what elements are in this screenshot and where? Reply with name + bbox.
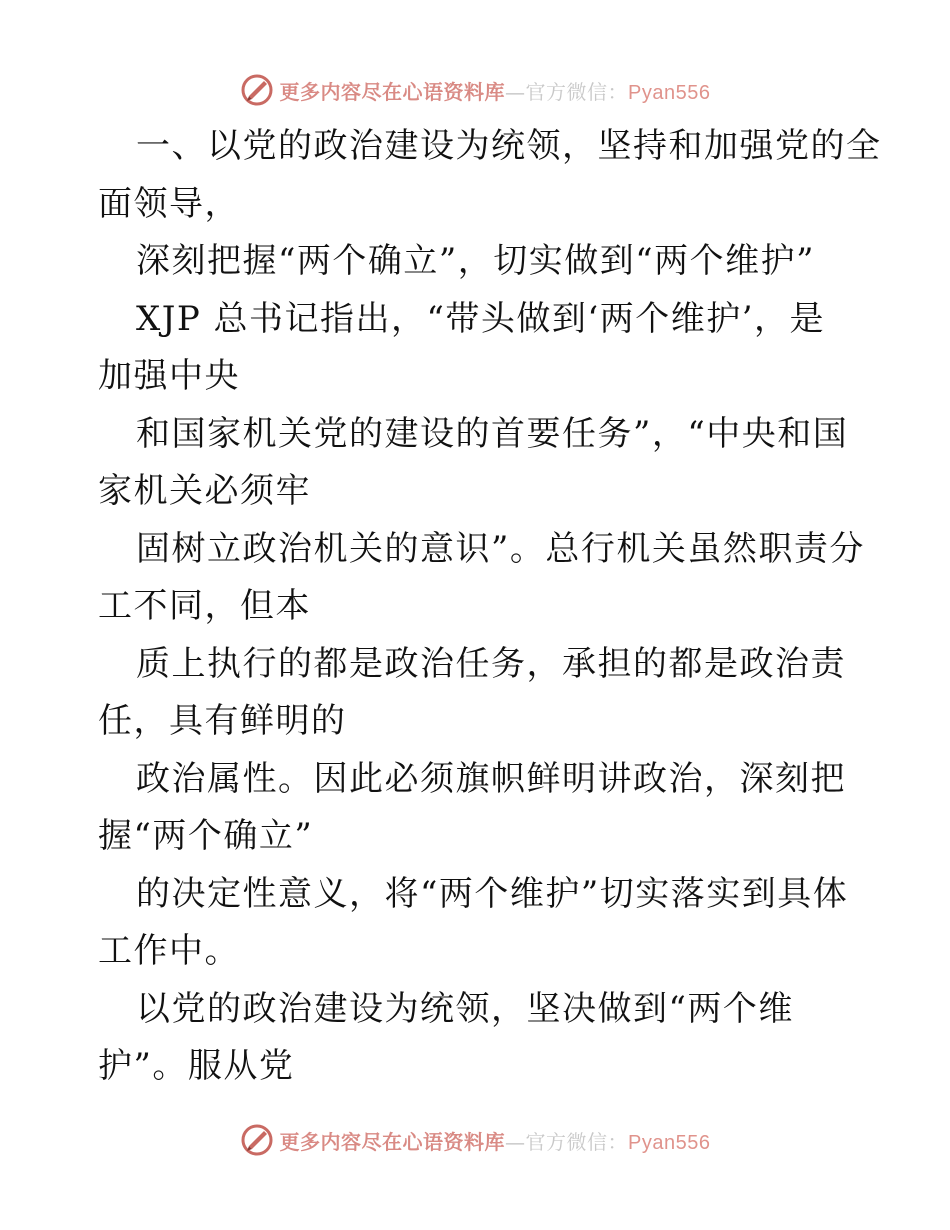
text-line: 政治属性。因此必须旗帜鲜明讲政治，深刻把	[136, 758, 846, 799]
book-pen-icon	[240, 1123, 274, 1157]
text-line: 任，具有鲜明的	[98, 701, 347, 741]
footer-watermark	[0, 1120, 950, 1160]
text-line: 面领导，	[98, 183, 240, 224]
text-line: 和国家机关党的建设的首要任务”，“中央和国	[136, 413, 849, 454]
text-line: 一、以党的政治建设为统领，坚持和加强党的全	[136, 126, 882, 166]
watermark-text: 更多内容尽在心语资料库—官方微信：Pyan556	[279, 1129, 711, 1154]
text-line: XJP 总书记指出，“带头做到‘两个维护’，是	[136, 298, 826, 339]
text-line: 深刻把握“两个确立”，切实做到“两个维护”	[136, 241, 816, 281]
book-pen-icon	[240, 73, 274, 107]
text-line: 握“两个确立”	[98, 816, 314, 856]
text-line: 加强中央	[98, 356, 240, 396]
text-line: 的决定性意义，将“两个维护”切实落实到具体	[136, 873, 849, 914]
text-line: 工作中。	[98, 931, 240, 971]
text-line: 家机关必须牢	[98, 471, 311, 511]
header-watermark	[0, 70, 950, 110]
text-line: 工不同，但本	[98, 586, 311, 626]
text-line: 护”。服从党	[98, 1046, 295, 1086]
text-line: 质上执行的都是政治任务，承担的都是政治责	[136, 643, 846, 684]
watermark-text: 更多内容尽在心语资料库—官方微信：Pyan556	[279, 79, 711, 104]
document-body	[98, 118, 882, 1096]
text-line: 固树立政治机关的意识”。总行机关虽然职责分	[136, 528, 865, 569]
text-line: 以党的政治建设为统领，坚决做到“两个维	[136, 988, 794, 1029]
